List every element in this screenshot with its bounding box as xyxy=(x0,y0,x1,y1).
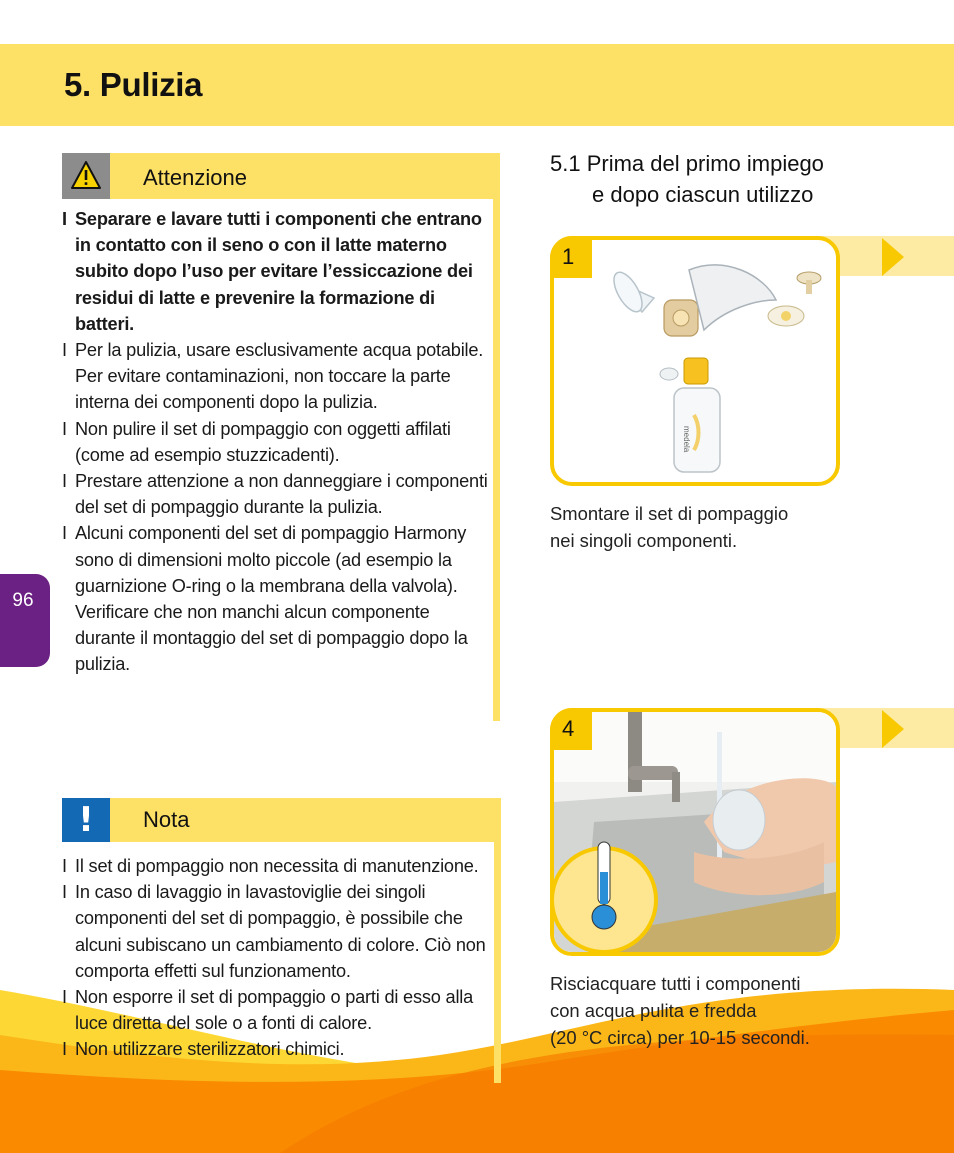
list-item: I Non esporre il set di pompaggio o parti di esso alla luce diretta del sole o a fonti di calore. xyxy=(62,987,474,1034)
page-title: 5. Pulizia xyxy=(64,66,203,103)
list-item: I Prestare attenzione a non danneggiare i componenti del set di pompaggio durante la pulizia. xyxy=(62,471,488,518)
caption-line: con acqua pulita e fredda xyxy=(550,1000,757,1021)
step-caption xyxy=(550,970,880,1051)
list-item: I Alcuni componenti del set di pompaggio Harmony sono di dimensioni molto piccole (ad esempio la guarnizione O-ring o la membrana della valvola). Verificare che non manchi alcun componente durante il montaggio del set di pompaggio dopo la pulizia. xyxy=(62,523,468,675)
caption-line: nei singoli componenti. xyxy=(550,530,738,551)
arrow-right-icon xyxy=(882,710,904,748)
section-title-line2: e dopo ciascun utilizzo xyxy=(592,182,814,207)
caption-line: Smontare il set di pompaggio xyxy=(550,503,789,524)
rinsing-photo-illustration xyxy=(554,712,836,952)
list-item: I Il set di pompaggio non necessita di manutenzione. xyxy=(62,856,479,876)
note-header-strip xyxy=(62,798,500,842)
warning-header-strip xyxy=(62,153,500,199)
list-item: I Separare e lavare tutti i componenti che entrano in contatto con il seno o con il latte materno subito dopo l’uso per evitare l’essiccazione dei residui di latte e prevenire la formazione di batteri. xyxy=(62,209,482,334)
list-item: I Non utilizzare sterilizzatori chimici. xyxy=(62,1039,345,1060)
page-number: 96 xyxy=(12,590,34,611)
list-item: I Non pulire il set di pompaggio con oggetti affilati (come ad esempio stuzzicadenti). xyxy=(62,418,451,465)
exclamation-icon: ! xyxy=(78,800,94,840)
caption-line: (20 °C circa) per 10-15 secondi. xyxy=(550,1027,810,1048)
page-tab xyxy=(0,574,50,667)
warning-triangle-icon xyxy=(62,153,110,199)
note-box-border xyxy=(494,798,501,1083)
warning-list xyxy=(62,206,494,678)
warning-box-border xyxy=(493,153,500,721)
section-number: 5.1 xyxy=(550,151,581,176)
note-title: Nota xyxy=(143,807,190,832)
section-heading xyxy=(550,148,930,210)
step-illustration xyxy=(550,236,840,486)
step-number: 1 xyxy=(550,236,592,278)
bottle-brand-label: medela xyxy=(682,426,691,453)
section-title-line1: Prima del primo impiego xyxy=(586,151,824,176)
warning-title: Attenzione xyxy=(143,165,247,190)
step-number: 4 xyxy=(550,708,592,750)
arrow-right-icon xyxy=(882,238,904,276)
caption-line: Risciacquare tutti i componenti xyxy=(550,973,801,994)
list-item: I In caso di lavaggio in lavastoviglie dei singoli componenti del set di pompaggio, è possibile che alcuni subiscano un cambiamento di colore. Ciò non comporta effetti sul funzionamento. xyxy=(62,882,486,981)
step-photo xyxy=(550,708,840,956)
step-caption xyxy=(550,500,880,554)
list-item: I Per la pulizia, usare esclusivamente acqua potabile. Per evitare contaminazioni, non toccare la parte interna dei componenti dopo la pulizia. xyxy=(62,340,484,413)
note-list xyxy=(62,853,494,1063)
pump-parts-illustration xyxy=(554,240,836,482)
